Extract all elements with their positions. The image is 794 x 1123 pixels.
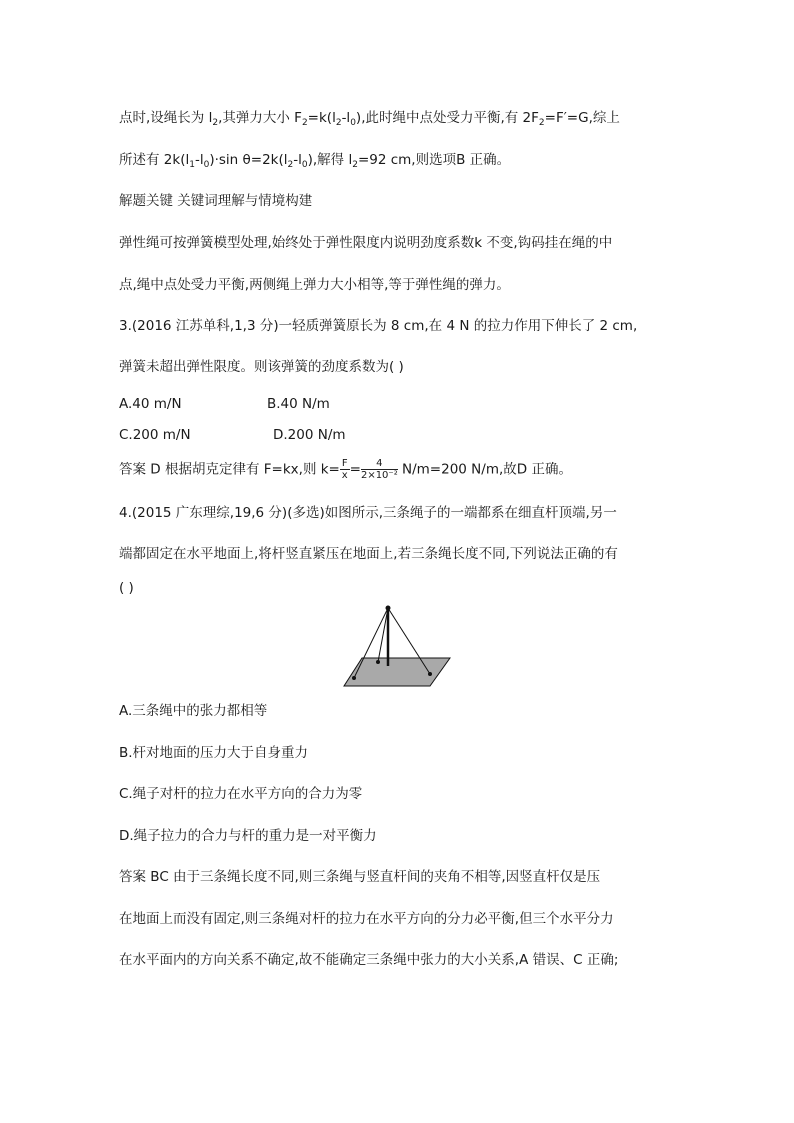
q4-option-d: D.绳子拉力的合力与杆的重力是一对平衡力 (119, 828, 377, 844)
key-line-2: 点,绳中点处受力平衡,两侧绳上弹力大小相等,等于弹性绳的弹力。 (119, 277, 510, 293)
rod-top-knot (386, 606, 391, 611)
q3-stem-line-2: 弹簧未超出弹性限度。则该弹簧的劲度系数为( ) (119, 359, 404, 375)
q3-answer: 答案 D 根据胡克定律有 F=kx,则 k= $\frac{F}{x}$ = $\frac{4}{\text{2×10⁻²}}$ N/m=200 N/m,故D 正确。 (119, 458, 572, 481)
q4-option-a: A.三条绳中的张力都相等 (119, 703, 268, 719)
q3-option-c: C.200 m/N (119, 427, 191, 443)
q4-stem-line-3: ( ) (119, 580, 134, 596)
q3-option-d: D.200 N/m (273, 427, 346, 443)
q4-option-b: B.杆对地面的压力大于自身重力 (119, 745, 309, 761)
rod-and-ropes-figure (340, 604, 456, 690)
anchor-1 (352, 676, 356, 680)
anchor-3 (428, 672, 432, 676)
q4-answer-line-2: 在地面上而没有固定,则三条绳对杆的拉力在水平方向的分力必平衡,但三个水平分力 (119, 911, 614, 927)
fraction-f-over-x: $\frac{F}{x}$ (341, 458, 348, 481)
key-title: 解题关键 关键词理解与情境构建 (119, 193, 313, 209)
q3-option-b: B.40 N/m (267, 396, 330, 412)
ground-plane (344, 658, 450, 686)
q3-stem-line-1: 3.(2016 江苏单科,1,3 分)一轻质弹簧原长为 8 cm,在 4 N 的拉力作用下伸长了 2 cm, (119, 318, 638, 334)
q4-answer-line-3: 在水平面内的方向关系不确定,故不能确定三条绳中张力的大小关系,A 错误、C 正确; (119, 952, 619, 968)
anchor-2 (376, 660, 380, 664)
q3-option-a: A.40 m/N (119, 396, 182, 412)
q4-answer-line-1: 答案 BC 由于三条绳长度不同,则三条绳与竖直杆间的夹角不相等,因竖直杆仅是压 (119, 869, 601, 885)
q4-stem-line-1: 4.(2015 广东理综,19,6 分)(多选)如图所示,三条绳子的一端都系在细直杆顶端,另一 (119, 505, 617, 521)
q4-option-c: C.绳子对杆的拉力在水平方向的合力为零 (119, 786, 363, 802)
fraction-4-over-2e-2: $\frac{4}{\text{2×10⁻²}}$ (360, 458, 398, 481)
rope-2 (378, 608, 388, 662)
q4-stem-line-2: 端都固定在水平地面上,将杆竖直紧压在地面上,若三条绳长度不同,下列说法正确的有 (119, 546, 618, 562)
solution-line-1: 点时,设绳长为 $l_2$,其弹力大小 $F_2=k(l_2-l_0)$,此时绳中点处受力平衡,有 $2F_2=F'=G$,综上 (119, 110, 620, 128)
solution-line-2: 所述有 $2k(l_1-l_0)\cdot\sin$ $\theta=2k(l_2-l_0)$,解得 $l_2=92$ cm,则选项B 正确。 (119, 152, 511, 170)
key-line-1: 弹性绳可按弹簧模型处理,始终处于弹性限度内说明劲度系数k 不变,钩码挂在绳的中 (119, 235, 613, 251)
